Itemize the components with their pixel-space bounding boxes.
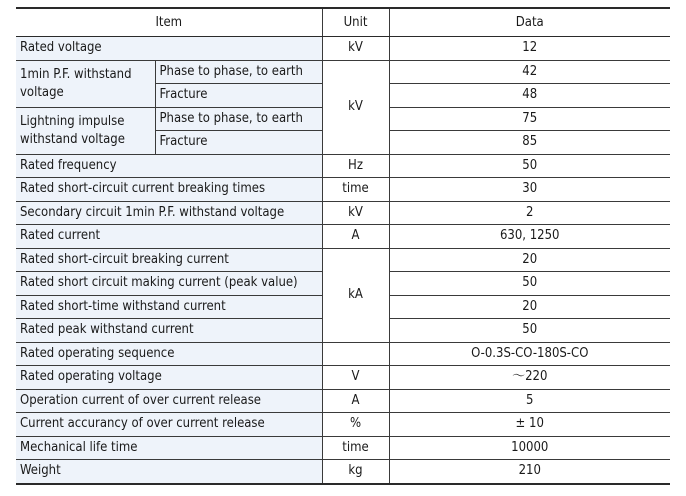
table-row xyxy=(16,436,670,460)
row-sub-pf-fracture: Fracture xyxy=(155,84,322,108)
row-unit-secondary-withstand: kV xyxy=(322,201,389,225)
row-item-operating-voltage: Rated operating voltage xyxy=(16,366,322,390)
row-data-weight: 210 xyxy=(389,460,670,484)
row-unit-current-group: kA xyxy=(322,248,389,342)
row-data-mechanical-life: 10000 xyxy=(389,436,670,460)
header-item: Item xyxy=(16,8,322,37)
row-item-rated-current: Rated current xyxy=(16,225,322,249)
row-unit-mechanical-life: time xyxy=(322,436,389,460)
row-item-rated-voltage: Rated voltage xyxy=(16,37,322,61)
row-sub-pf-phase: Phase to phase, to earth xyxy=(155,60,322,84)
row-item-peak-withstand: Rated peak withstand current xyxy=(16,319,322,343)
row-item-breaking-times: Rated short-circuit current breaking times xyxy=(16,178,322,202)
table-row xyxy=(16,154,670,178)
row-item-operating-sequence: Rated operating sequence xyxy=(16,342,322,366)
row-item-mechanical-life: Mechanical life time xyxy=(16,436,322,460)
row-unit-rated-frequency: Hz xyxy=(322,154,389,178)
row-data-rated-voltage: 12 xyxy=(389,37,670,61)
row-data-release-accuracy: ± 10 xyxy=(389,413,670,437)
row-item-rated-frequency: Rated frequency xyxy=(16,154,322,178)
row-item-breaking-current: Rated short-circuit breaking current xyxy=(16,248,322,272)
row-unit-release-accuracy: % xyxy=(322,413,389,437)
table-header-row xyxy=(16,8,670,37)
row-sub-impulse-fracture: Fracture xyxy=(155,131,322,155)
row-unit-breaking-times: time xyxy=(322,178,389,202)
spec-table-container xyxy=(16,7,670,485)
row-item-secondary-withstand: Secondary circuit 1min P.F. withstand voltage xyxy=(16,201,322,225)
row-item-short-time-current: Rated short-time withstand current xyxy=(16,295,322,319)
row-data-overcurrent-release: 5 xyxy=(389,389,670,413)
header-data: Data xyxy=(389,8,670,37)
row-item-weight: Weight xyxy=(16,460,322,484)
table-row xyxy=(16,366,670,390)
row-item-overcurrent-release: Operation current of over current release xyxy=(16,389,322,413)
table-row xyxy=(16,37,670,61)
row-data-making-current: 50 xyxy=(389,272,670,296)
row-unit-rated-current: A xyxy=(322,225,389,249)
table-row xyxy=(16,201,670,225)
row-data-pf-phase: 42 xyxy=(389,60,670,84)
row-data-pf-fracture: 48 xyxy=(389,84,670,108)
row-sub-impulse-phase: Phase to phase, to earth xyxy=(155,107,322,131)
row-unit-rated-voltage: kV xyxy=(322,37,389,61)
row-item-pf-withstand: 1min P.F. withstand voltage xyxy=(16,60,155,107)
row-data-impulse-fracture: 85 xyxy=(389,131,670,155)
table-row xyxy=(16,60,670,84)
header-unit: Unit xyxy=(322,8,389,37)
row-data-operating-sequence: O-0.3S-CO-180S-CO xyxy=(389,342,670,366)
row-data-breaking-times: 30 xyxy=(389,178,670,202)
row-unit-overcurrent-release: A xyxy=(322,389,389,413)
row-unit-weight: kg xyxy=(322,460,389,484)
row-data-peak-withstand: 50 xyxy=(389,319,670,343)
technical-parameters-table xyxy=(16,7,670,485)
table-row xyxy=(16,389,670,413)
table-row xyxy=(16,178,670,202)
table-row xyxy=(16,248,670,272)
row-data-rated-current: 630, 1250 xyxy=(389,225,670,249)
row-data-impulse-phase: 75 xyxy=(389,107,670,131)
table-row xyxy=(16,460,670,484)
row-item-release-accuracy: Current accurancy of over current release xyxy=(16,413,322,437)
table-row xyxy=(16,225,670,249)
row-data-breaking-current: 20 xyxy=(389,248,670,272)
table-row xyxy=(16,413,670,437)
row-item-impulse-withstand: Lightning impulse withstand voltage xyxy=(16,107,155,154)
row-data-secondary-withstand: 2 xyxy=(389,201,670,225)
row-unit-withstand-group: kV xyxy=(322,60,389,154)
row-item-making-current: Rated short circuit making current (peak value) xyxy=(16,272,322,296)
row-data-rated-frequency: 50 xyxy=(389,154,670,178)
row-unit-operating-voltage: V xyxy=(322,366,389,390)
table-row xyxy=(16,342,670,366)
row-data-operating-voltage: ～220 xyxy=(389,366,670,390)
row-data-short-time-current: 20 xyxy=(389,295,670,319)
row-unit-operating-sequence xyxy=(322,342,389,366)
